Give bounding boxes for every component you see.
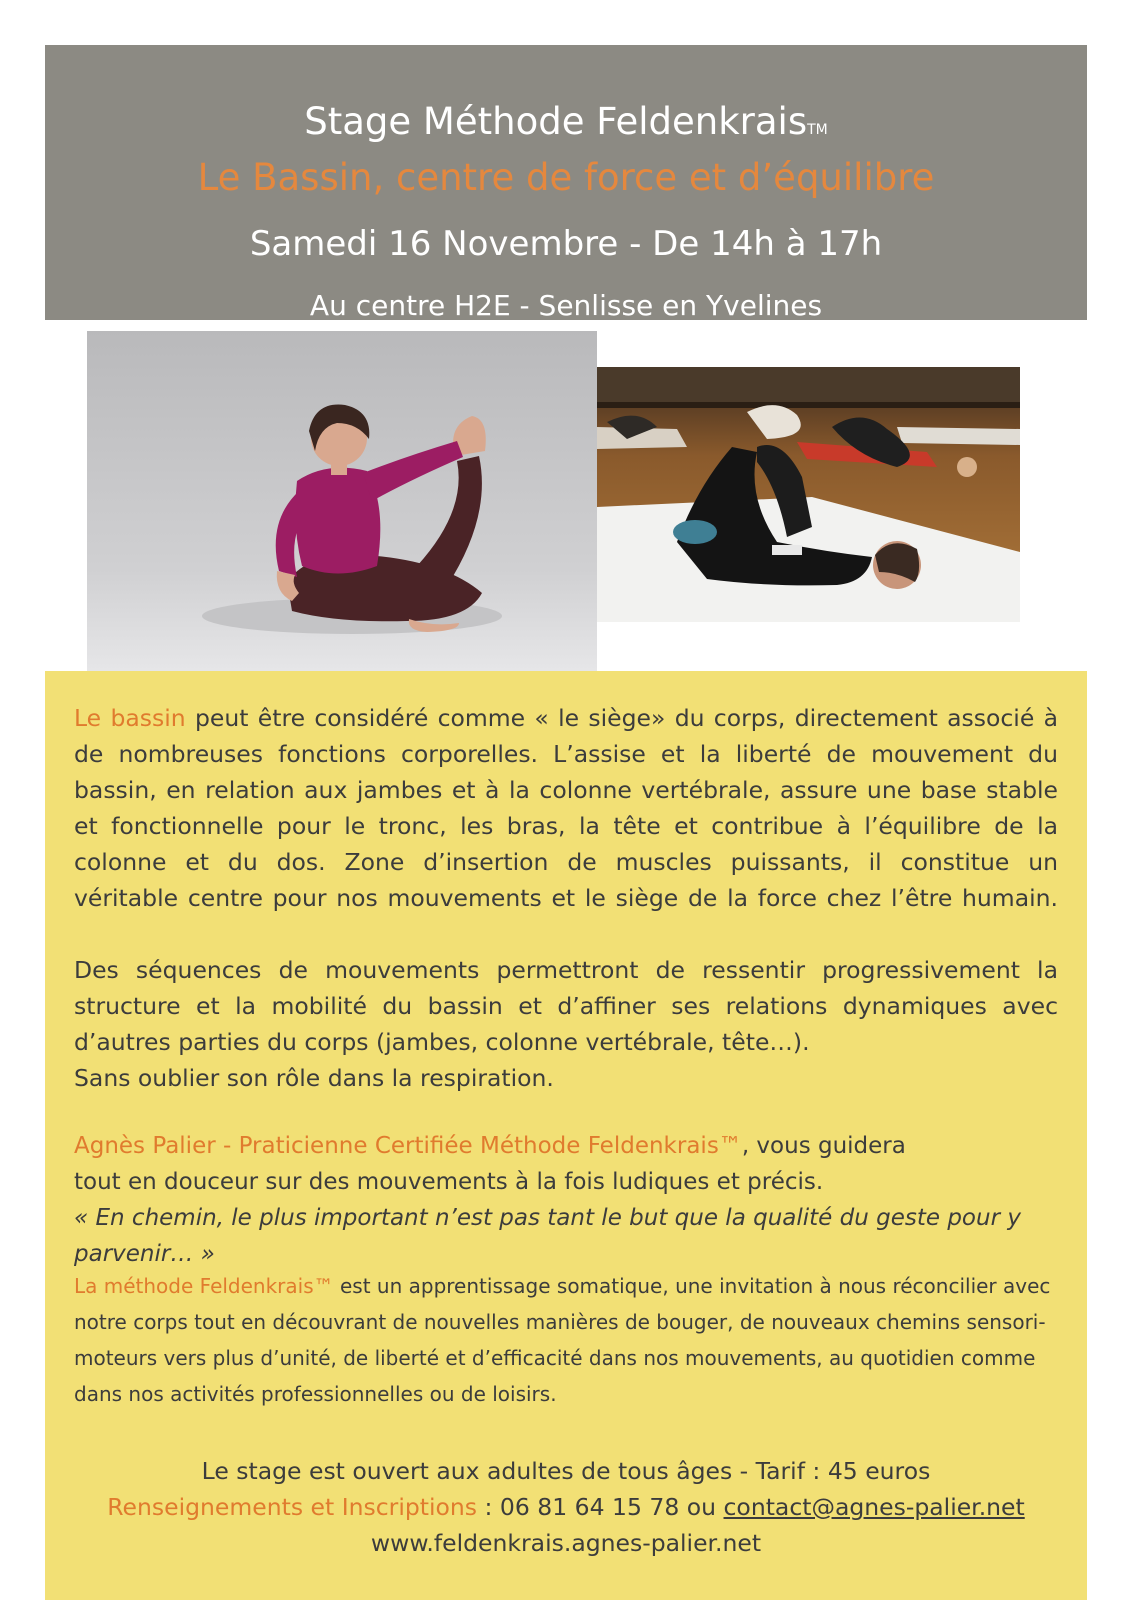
text-span: est un apprentissage somatique, une invitation à nous réconcilier avec (333, 1274, 1051, 1298)
event-subtitle: Le Bassin, centre de force et d’équilibre (197, 156, 935, 199)
method-description (74, 1268, 1074, 1412)
paragraph-line: de nombreuses fonctions corporelles. L’assise et la liberté de mouvement du (74, 740, 1058, 768)
paragraph-line: véritable centre pour nos mouvements et le siège de la force chez l’être humain. (74, 884, 1058, 912)
paragraph-line: colonne et du dos. Zone d’insertion de muscles puissants, il constitue un (74, 848, 1058, 876)
paragraph-line: Sans oublier son rôle dans la respiration. (74, 1064, 554, 1092)
instructor-name: Agnès Palier - Praticienne Certifiée Méthode Feldenkrais™ (74, 1133, 742, 1159)
quote-line: parvenir… » (74, 1241, 215, 1267)
text-span: , vous guidera (741, 1133, 906, 1159)
method-name: La méthode Feldenkrais™ (74, 1274, 334, 1298)
paragraph-line: Des séquences de mouvements permettront de ressentir progressivement la (74, 956, 1058, 984)
event-title-text: Stage Méthode Feldenkrais (304, 100, 808, 143)
paragraph-line: et fonctionnelle pour le tronc, les bras, la tête et contribue à l’équilibre de la (74, 812, 1058, 840)
quote-line: « En chemin, le plus important n’est pas tant le but que la qualité du geste pour y (74, 1205, 1021, 1231)
paragraph-line: bassin, en relation aux jambes et à la colonne vertébrale, assure une base stable (74, 776, 1058, 804)
trademark-mark: TM (807, 122, 828, 138)
email-link[interactable]: contact@agnes-palier.net (723, 1493, 1025, 1521)
method-line: dans nos activités professionnelles ou de loisirs. (74, 1382, 557, 1406)
photo-group-class (597, 367, 1020, 622)
event-date: Samedi 16 Novembre - De 14h à 17h (249, 224, 883, 264)
info-label: Renseignements et Inscriptions (107, 1493, 478, 1521)
method-line (74, 1268, 1074, 1304)
audience-price: Le stage est ouvert aux adultes de tous âges - Tarif : 45 euros (201, 1457, 931, 1485)
paragraph-line (74, 700, 1058, 736)
text-span: peut être considéré comme « le siège» du corps, directement associé à (194, 704, 1058, 732)
event-place: Au centre H2E - Senlisse en Yvelines (309, 289, 823, 322)
event-title (45, 97, 1087, 155)
paragraph-line: structure et la mobilité du bassin et d’affiner ses relations dynamiques avec (74, 992, 1058, 1020)
header-banner (45, 45, 1087, 320)
method-line: notre corps tout en découvrant de nouvelles manières de bouger, de nouveaux chemins sensori- (74, 1310, 1046, 1334)
phone-number: : 06 81 64 15 78 ou (477, 1493, 724, 1521)
website-link[interactable]: www.feldenkrais.agnes-palier.net (370, 1529, 762, 1557)
bio-line: tout en douceur sur des mouvements à la fois ludiques et précis. (74, 1169, 824, 1195)
contact-line (45, 1489, 1087, 1525)
photo-instructor (87, 331, 597, 671)
instructor-bio (74, 1128, 1074, 1272)
bio-line (74, 1128, 1074, 1164)
highlight-bassin: Le bassin (74, 704, 186, 732)
paragraph-bassin (74, 700, 1058, 916)
method-line: moteurs vers plus d’unité, de liberté et d’efficacité dans nos mouvements, au quotidien comme (74, 1346, 1036, 1370)
paragraph-line: d’autres parties du corps (jambes, colonne vertébrale, tête…). (74, 1028, 810, 1056)
paragraph-sequences (74, 952, 1058, 1096)
